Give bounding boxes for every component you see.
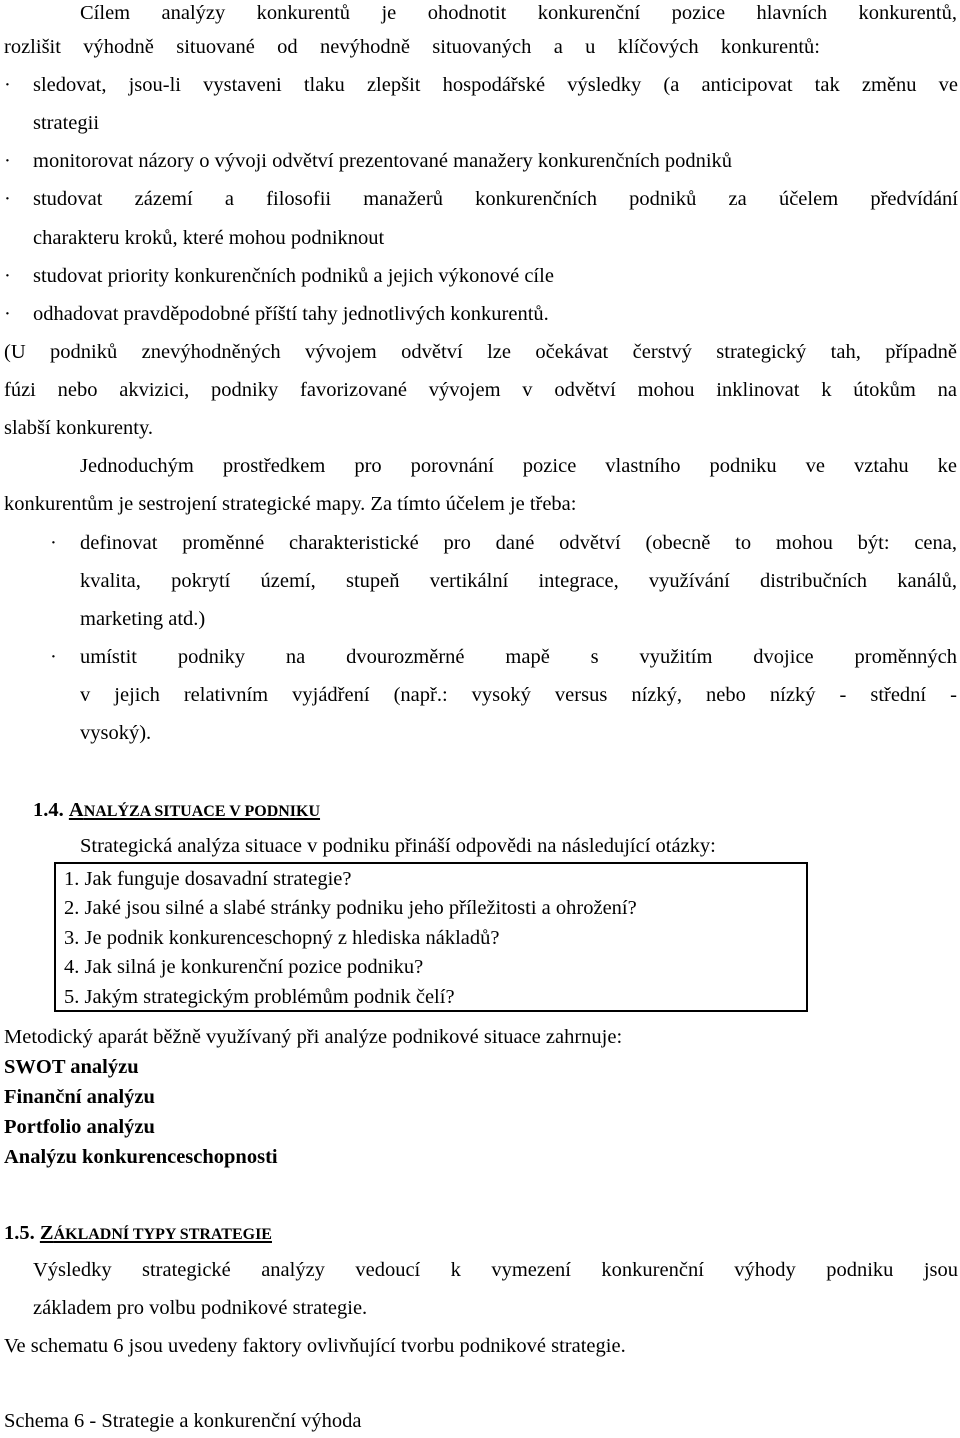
section-title: ANALÝZA SITUACE V PODNIKU bbox=[68, 799, 321, 821]
list-item-continuation: kvalita, pokrytí území, stupeň vertikální integrace, využívání distribučních kanálů, bbox=[80, 570, 957, 592]
schema-caption: Schema 6 - Strategie a konkurenční výhoda bbox=[4, 1410, 362, 1432]
list-item: definovat proměnné charakteristické pro dané odvětví (obecně to mohou být: cena, bbox=[80, 532, 957, 554]
method-item: Portfolio analýzu bbox=[4, 1116, 155, 1138]
method-item: Analýzu konkurenceschopnosti bbox=[4, 1146, 278, 1168]
methods-intro: Metodický aparát běžně využívaný při analýze podnikové situace zahrnuje: bbox=[4, 1026, 623, 1048]
question-item: 3. Je podnik konkurenceschopný z hlediska nákladů? bbox=[64, 927, 500, 949]
list-item-continuation: marketing atd.) bbox=[80, 608, 206, 630]
list-item-continuation: strategii bbox=[33, 112, 100, 134]
paragraph-line: konkurentům je sestrojení strategické mapy. Za tímto účelem je třeba: bbox=[4, 493, 577, 515]
paragraph-line: fúzi nebo akvizici, podniky favorizované vývojem v odvětví mohou inklinovat k útokům na bbox=[4, 379, 957, 401]
paragraph-line: Výsledky strategické analýzy vedoucí k vymezení konkurenční výhody podniku jsou bbox=[33, 1259, 958, 1281]
bullet-marker: · bbox=[4, 265, 11, 287]
bullet-marker: · bbox=[50, 532, 57, 554]
paragraph-line: Cílem analýzy konkurentů je ohodnotit konkurenční pozice hlavních konkurentů, bbox=[80, 2, 957, 24]
paragraph-line: základem pro volbu podnikové strategie. bbox=[33, 1297, 368, 1319]
list-item-continuation: v jejich relativním vyjádření (např.: vysoký versus nízký, nebo nízký - střední - bbox=[80, 684, 957, 706]
section-intro: Strategická analýza situace v podniku přináší odpovědi na následující otázky: bbox=[80, 835, 716, 857]
section-title: ZÁKLADNÍ TYPY STRATEGIE bbox=[39, 1222, 272, 1244]
section-heading-1-4 bbox=[33, 797, 320, 823]
section-number: 1.5. bbox=[4, 1222, 35, 1244]
section-heading-1-5 bbox=[4, 1220, 272, 1246]
schema-reference: Ve schematu 6 jsou uvedeny faktory ovlivňující tvorbu podnikové strategie. bbox=[4, 1335, 626, 1357]
list-item: odhadovat pravděpodobné příští tahy jednotlivých konkurentů. bbox=[33, 303, 549, 325]
method-item: SWOT analýzu bbox=[4, 1056, 139, 1078]
bullet-marker: · bbox=[4, 150, 11, 172]
paragraph-line: rozlišit výhodně situované od nevýhodně situovaných a u klíčových konkurentů: bbox=[4, 36, 820, 58]
list-item: studovat zázemí a filosofii manažerů konkurenčních podniků za účelem předvídání bbox=[33, 188, 958, 210]
bullet-marker: · bbox=[50, 646, 57, 668]
list-item: monitorovat názory o vývoji odvětví prezentované manažery konkurenčních podniků bbox=[33, 150, 733, 172]
question-item: 2. Jaké jsou silné a slabé stránky podniku jeho příležitosti a ohrožení? bbox=[64, 897, 637, 919]
paragraph-line: slabší konkurenty. bbox=[4, 417, 153, 439]
section-number: 1.4. bbox=[33, 799, 64, 821]
list-item: umístit podniky na dvourozměrné mapě s využitím dvojice proměnných bbox=[80, 646, 957, 668]
bullet-marker: · bbox=[4, 303, 11, 325]
paragraph-line: Jednoduchým prostředkem pro porovnání pozice vlastního podniku ve vztahu ke bbox=[80, 455, 957, 477]
method-item: Finanční analýzu bbox=[4, 1086, 155, 1108]
list-item: studovat priority konkurenčních podniků a jejich výkonové cíle bbox=[33, 265, 554, 287]
list-item-continuation: vysoký). bbox=[80, 722, 152, 744]
list-item-continuation: charakteru kroků, které mohou podniknout bbox=[33, 227, 385, 249]
question-item: 1. Jak funguje dosavadní strategie? bbox=[64, 868, 352, 890]
paragraph-line: (U podniků znevýhodněných vývojem odvětví lze očekávat čerstvý strategický tah, případně bbox=[4, 341, 957, 363]
bullet-marker: · bbox=[4, 74, 11, 96]
list-item: sledovat, jsou-li vystaveni tlaku zlepšit hospodářské výsledky (a anticipovat tak změnu ve bbox=[33, 74, 958, 96]
bullet-marker: · bbox=[4, 188, 11, 210]
question-item: 5. Jakým strategickým problémům podnik čelí? bbox=[64, 986, 455, 1008]
question-item: 4. Jak silná je konkurenční pozice podniku? bbox=[64, 956, 424, 978]
